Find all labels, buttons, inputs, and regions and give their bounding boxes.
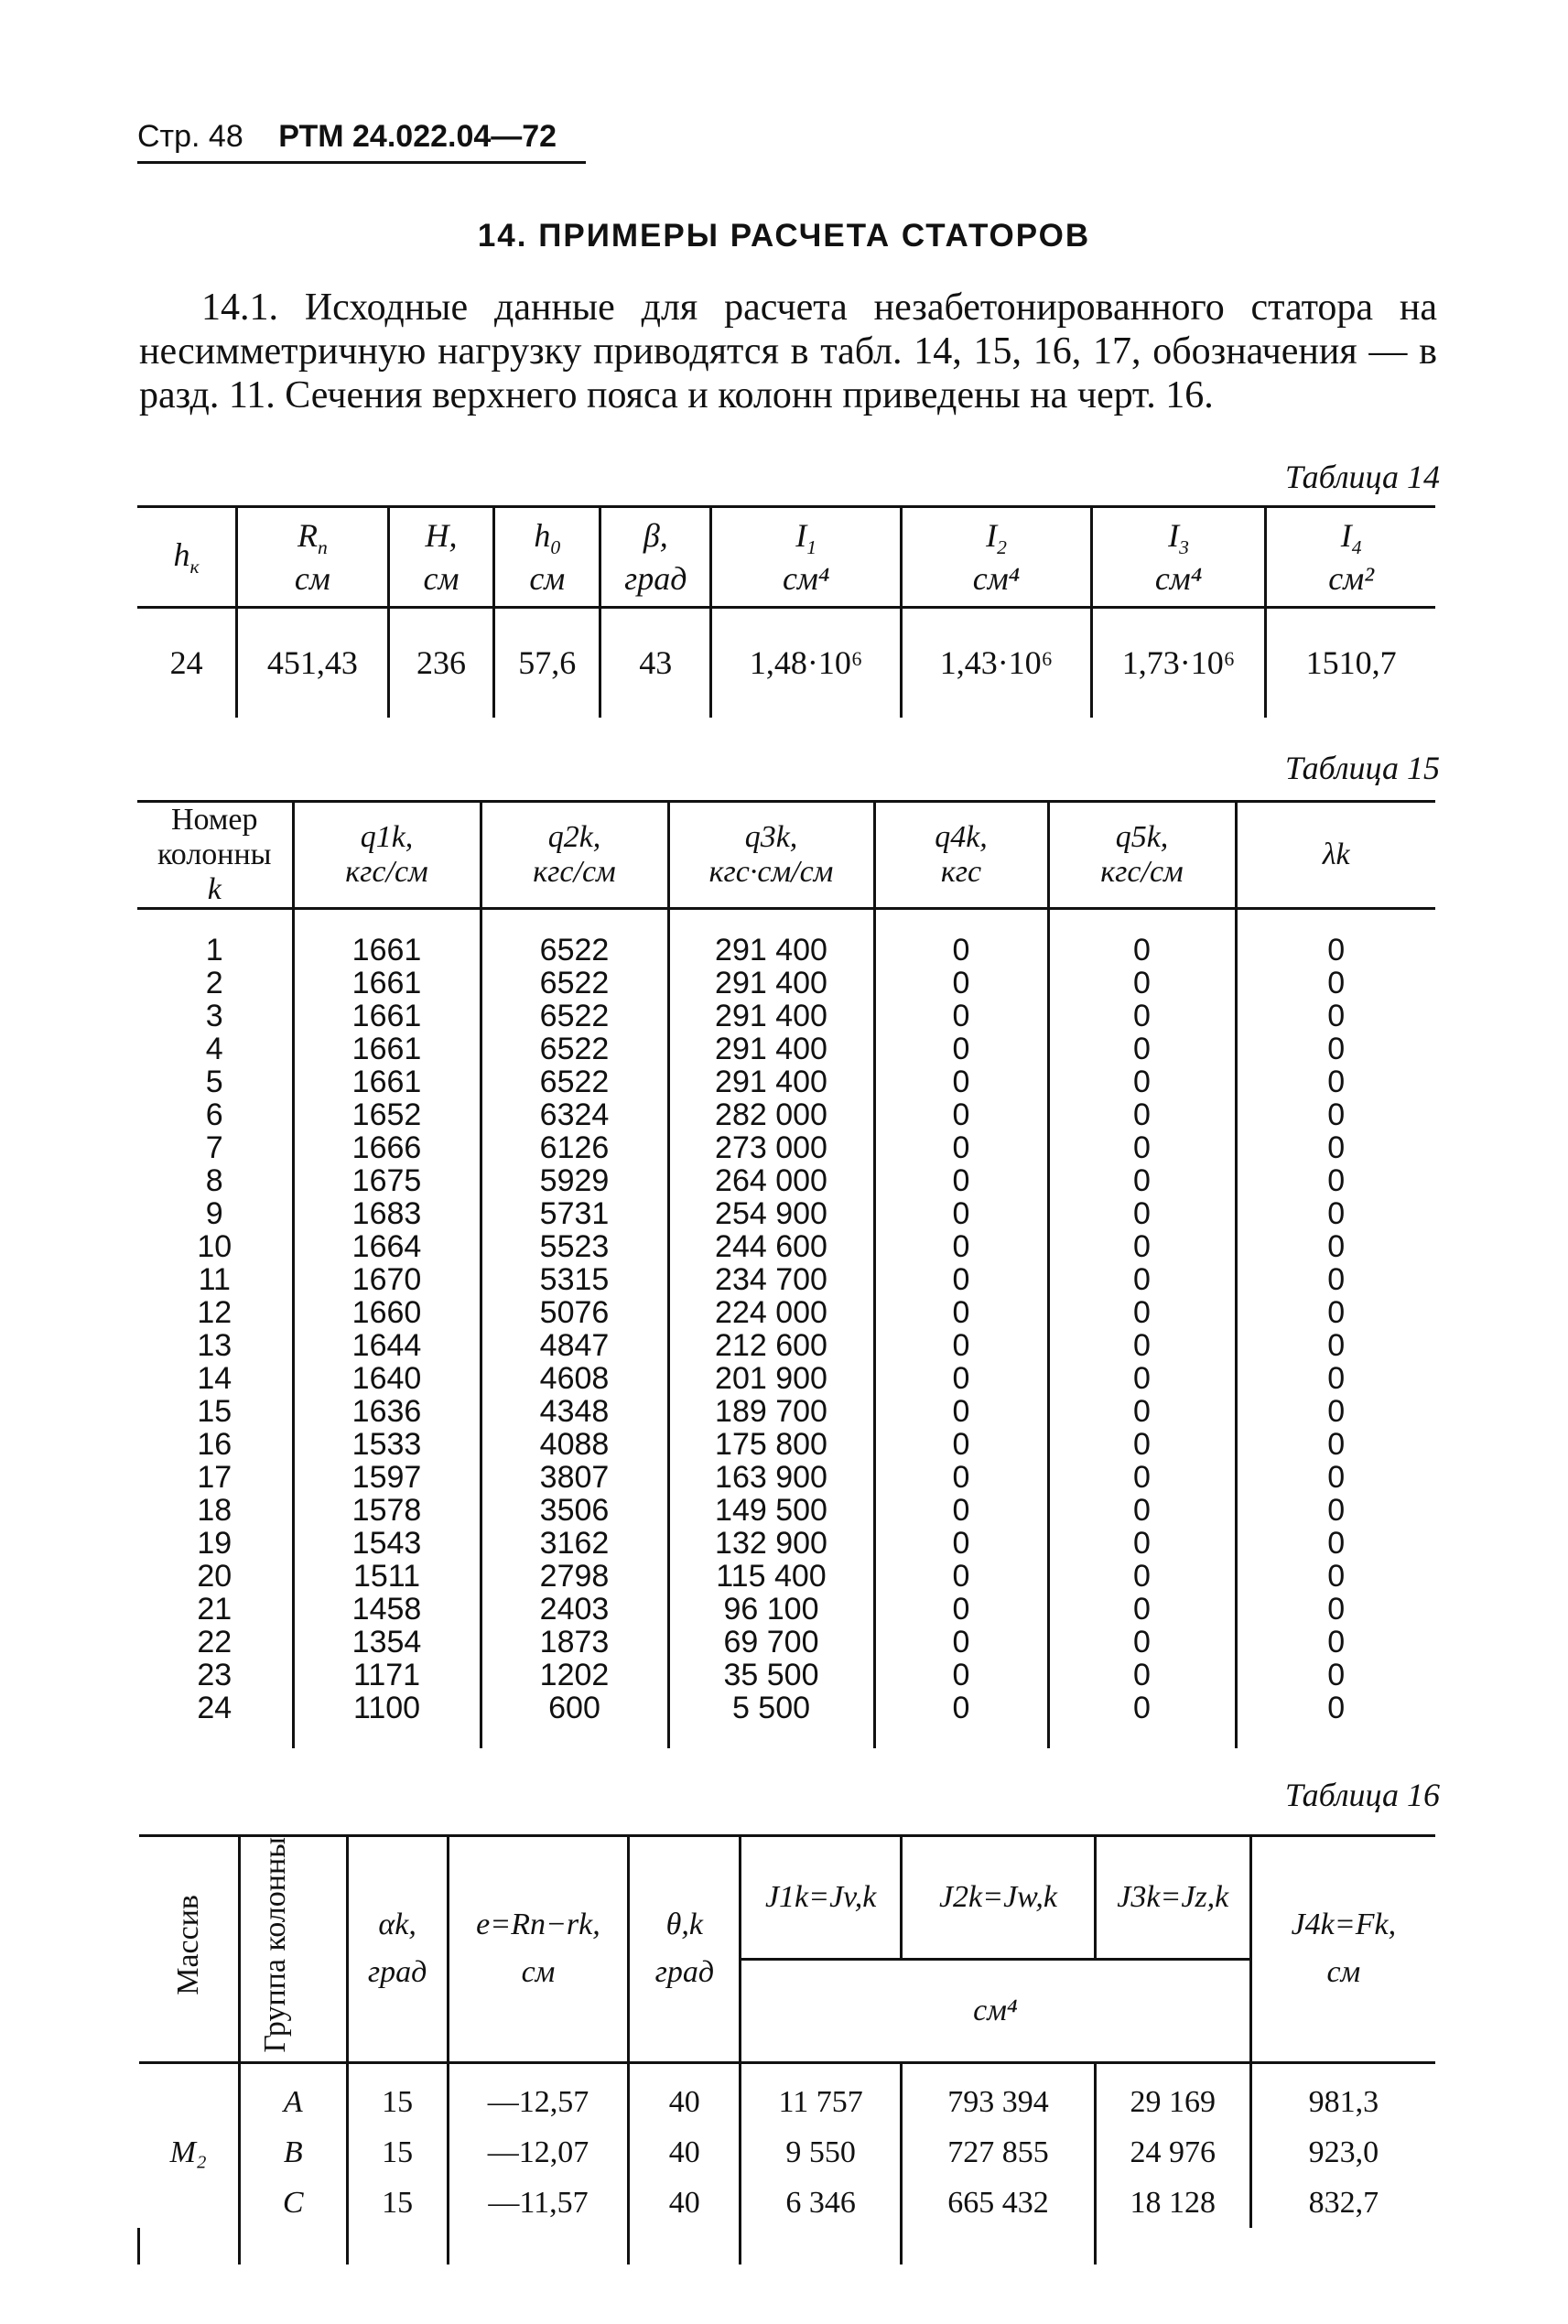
t15-lambda-cell: 0: [1236, 1098, 1435, 1131]
t15-q1-cell: 1661: [293, 934, 481, 967]
t15-q5-cell: 0: [1048, 1329, 1236, 1362]
t15-k-cell: 17: [197, 1460, 232, 1495]
t15-q2-cell: 3807: [481, 1461, 668, 1494]
t15-q5-cell: 0: [1048, 1263, 1236, 1296]
t15-q4-cell: 0: [874, 1461, 1048, 1494]
table16-caption: Таблица 16: [1284, 1777, 1440, 1813]
t15-q3-cell: 291 400: [668, 1032, 874, 1065]
t15-q2-cell: 3506: [481, 1494, 668, 1527]
t15-lambda-cell: 0: [1236, 1296, 1435, 1329]
t15-q5-cell: 0: [1048, 1494, 1236, 1527]
t15-lambda-cell: 0: [1236, 1560, 1435, 1593]
t15-k-cell: 5: [205, 1065, 223, 1099]
t15-q5-cell: 0: [1048, 1560, 1236, 1593]
t15-k-cell: 13: [197, 1328, 232, 1363]
t15-k-cell: 19: [197, 1526, 232, 1561]
table-row: [137, 1098, 1435, 1131]
t16-j1-cell: 9 550: [741, 2127, 902, 2178]
t15-q1-cell: 1670: [293, 1263, 481, 1296]
t15-lambda-cell: 0: [1236, 1263, 1435, 1296]
table-row: [137, 1032, 1435, 1065]
t16-group-cell: C: [239, 2178, 347, 2228]
t16-j3-cell: 24 976: [1095, 2127, 1250, 2178]
t15-k-cell: 4: [205, 1032, 223, 1066]
t15-q2-cell: 3162: [481, 1527, 668, 1560]
t14-header-3: $h_0$ см: [494, 507, 600, 608]
t15-lambda-cell: 0: [1236, 1428, 1435, 1461]
t15-q1-cell: 1543: [293, 1527, 481, 1560]
t15-q1-cell: 1533: [293, 1428, 481, 1461]
table-row: [137, 1527, 1435, 1560]
t15-k-cell: 10: [197, 1229, 232, 1264]
t15-q2-cell: 6522: [481, 1000, 668, 1032]
t15-k-cell: 21: [197, 1592, 232, 1627]
t15-q4-cell: 0: [874, 1164, 1048, 1197]
table14-caption: Таблица 14: [1284, 459, 1440, 495]
t15-q5-cell: 0: [1048, 1065, 1236, 1098]
t15-q1-cell: 1661: [293, 1032, 481, 1065]
t15-k-cell: 11: [198, 1262, 231, 1297]
t15-q3-cell: 69 700: [668, 1626, 874, 1659]
t15-q2-cell: 2798: [481, 1560, 668, 1593]
t15-q4-cell: 0: [874, 934, 1048, 967]
table-row: [137, 1131, 1435, 1164]
t15-q4-cell: 0: [874, 967, 1048, 1000]
t16-alpha-cell: 15: [347, 2178, 448, 2228]
t15-lambda-cell: 0: [1236, 1164, 1435, 1197]
table-row: [137, 1197, 1435, 1230]
t15-lambda-cell: 0: [1236, 1362, 1435, 1395]
t15-q2-cell: 5523: [481, 1230, 668, 1263]
t16-theta-cell: 40: [629, 2127, 741, 2178]
t15-k-cell: 15: [197, 1394, 232, 1429]
t15-lambda-cell: 0: [1236, 967, 1435, 1000]
t16-theta-cell: 40: [629, 2077, 741, 2127]
header-rule: [137, 161, 586, 164]
t15-q5-cell: 0: [1048, 1000, 1236, 1032]
col-j1: J1k=Jv,k: [741, 1836, 902, 1960]
t15-q5-cell: 0: [1048, 934, 1236, 967]
t15-q3-cell: 132 900: [668, 1527, 874, 1560]
t14-cell-3: 57,6: [494, 608, 600, 718]
table-row: [137, 1000, 1435, 1032]
massiv-cell: M₂: [169, 2135, 207, 2169]
t15-q1-cell: 1354: [293, 1626, 481, 1659]
t15-q4-cell: 0: [874, 1329, 1048, 1362]
t15-q4-cell: 0: [874, 1659, 1048, 1692]
col-e: e=Rп−rk, см: [448, 1836, 629, 2063]
table-row: [137, 1296, 1435, 1329]
t15-header-5: q5k, кгс/см: [1048, 802, 1236, 909]
t15-q3-cell: 291 400: [668, 967, 874, 1000]
t15-lambda-cell: 0: [1236, 1329, 1435, 1362]
t15-q5-cell: 0: [1048, 1362, 1236, 1395]
t15-q1-cell: 1100: [293, 1692, 481, 1724]
t14-header-0: $h_к$: [173, 535, 200, 578]
table-row: [137, 1428, 1435, 1461]
paragraph-text: 14.1. Исходные данные для расчета незабетонированного статора на несимметричную нагрузку приводятся в табл. 14, 15, 16, 17, обозначения — в разд. 11. Сечения верхнего пояса и колонн приведены на черт. 16.: [139, 286, 1437, 416]
t15-lambda-cell: 0: [1236, 934, 1435, 967]
t15-q1-cell: 1640: [293, 1362, 481, 1395]
t15-q4-cell: 0: [874, 1197, 1048, 1230]
t15-header-3: q3k, кгс·см/см: [668, 802, 874, 909]
t15-q5-cell: 0: [1048, 1626, 1236, 1659]
t15-q1-cell: 1597: [293, 1461, 481, 1494]
t15-lambda-cell: 0: [1236, 1197, 1435, 1230]
t15-lambda-cell: 0: [1236, 1000, 1435, 1032]
table-row: [139, 2077, 1436, 2127]
t15-q5-cell: 0: [1048, 1131, 1236, 1164]
t15-q4-cell: 0: [874, 1296, 1048, 1329]
t16-j1-cell: 11 757: [741, 2077, 902, 2127]
t15-q5-cell: 0: [1048, 1098, 1236, 1131]
t15-k-cell: 24: [197, 1691, 232, 1725]
table-row: [137, 1065, 1435, 1098]
table-row: [137, 1659, 1435, 1692]
t15-k-cell: 14: [197, 1361, 232, 1396]
page-header: [137, 119, 557, 155]
t16-j3-cell: 18 128: [1095, 2178, 1250, 2228]
t15-q3-cell: 224 000: [668, 1296, 874, 1329]
t15-q3-cell: 291 400: [668, 934, 874, 967]
page-number: Стр. 48: [137, 119, 243, 154]
section-title: 14. ПРИМЕРЫ РАСЧЕТА СТАТОРОВ: [477, 218, 1091, 254]
table-row: [137, 1461, 1435, 1494]
t15-k-cell: 22: [197, 1625, 232, 1659]
t15-q2-cell: 4847: [481, 1329, 668, 1362]
t14-header-8: $I_4$ см²: [1266, 507, 1435, 608]
t15-q4-cell: 0: [874, 1395, 1048, 1428]
table-row: [137, 1230, 1435, 1263]
t16-e-cell: —11,57: [448, 2178, 629, 2228]
table-row: [139, 2178, 1436, 2228]
t15-q4-cell: 0: [874, 1428, 1048, 1461]
t15-q2-cell: 5929: [481, 1164, 668, 1197]
t15-q4-cell: 0: [874, 1593, 1048, 1626]
t15-q2-cell: 6522: [481, 934, 668, 967]
t15-q5-cell: 0: [1048, 1659, 1236, 1692]
t15-k-cell: 6: [205, 1097, 223, 1132]
t15-q3-cell: 273 000: [668, 1131, 874, 1164]
t15-q2-cell: 6522: [481, 1032, 668, 1065]
t15-q5-cell: 0: [1048, 1527, 1236, 1560]
t15-q3-cell: 234 700: [668, 1263, 874, 1296]
table-row: [137, 1263, 1435, 1296]
j-unit: см⁴: [741, 1960, 1250, 2063]
t15-q1-cell: 1644: [293, 1329, 481, 1362]
t15-q3-cell: 291 400: [668, 1000, 874, 1032]
t15-q3-cell: 149 500: [668, 1494, 874, 1527]
table-14: [137, 505, 1435, 718]
t15-q5-cell: 0: [1048, 1296, 1236, 1329]
table-16: [137, 1834, 1435, 2265]
document-code: РТМ 24.022.04—72: [278, 119, 557, 154]
t15-k-cell: 16: [197, 1427, 232, 1462]
t15-q5-cell: 0: [1048, 1164, 1236, 1197]
t15-q1-cell: 1652: [293, 1098, 481, 1131]
t15-lambda-cell: 0: [1236, 1230, 1435, 1263]
t14-header-2: H, см: [388, 507, 494, 608]
t16-j4-cell: 923,0: [1250, 2127, 1435, 2178]
t15-q4-cell: 0: [874, 1626, 1048, 1659]
t15-q2-cell: 4348: [481, 1395, 668, 1428]
t15-q2-cell: 6522: [481, 1065, 668, 1098]
t14-header-5: $I_1$ см⁴: [711, 507, 902, 608]
col-theta: θ,k град: [629, 1836, 741, 2063]
t15-q2-cell: 6522: [481, 967, 668, 1000]
t15-lambda-cell: 0: [1236, 1626, 1435, 1659]
t15-q4-cell: 0: [874, 1692, 1048, 1724]
t15-lambda-cell: 0: [1236, 1065, 1435, 1098]
t15-k-cell: 2: [205, 966, 223, 1000]
t15-q3-cell: 175 800: [668, 1428, 874, 1461]
table-row: [137, 1626, 1435, 1659]
t15-q1-cell: 1661: [293, 967, 481, 1000]
t15-k-cell: 3: [205, 999, 223, 1033]
t15-q3-cell: 201 900: [668, 1362, 874, 1395]
col-j4: J4k=Fk, см: [1250, 1836, 1435, 2063]
t15-q1-cell: 1666: [293, 1131, 481, 1164]
t15-k-cell: 8: [205, 1163, 223, 1198]
t15-q4-cell: 0: [874, 1230, 1048, 1263]
t15-q2-cell: 5731: [481, 1197, 668, 1230]
t15-q3-cell: 291 400: [668, 1065, 874, 1098]
t15-k-cell: 23: [197, 1658, 232, 1692]
t15-q5-cell: 0: [1048, 1428, 1236, 1461]
table-row: [137, 934, 1435, 967]
t15-k-cell: 18: [197, 1493, 232, 1528]
t15-k-cell: 1: [205, 933, 223, 967]
t16-e-cell: —12,07: [448, 2127, 629, 2178]
t16-j2-cell: 665 432: [902, 2178, 1096, 2228]
t15-q2-cell: 1873: [481, 1626, 668, 1659]
t15-lambda-cell: 0: [1236, 1593, 1435, 1626]
t15-q2-cell: 5076: [481, 1296, 668, 1329]
t14-cell-1: 451,43: [237, 608, 388, 718]
intro-paragraph: [139, 286, 1437, 417]
t15-q3-cell: 264 000: [668, 1164, 874, 1197]
t16-j2-cell: 793 394: [902, 2077, 1096, 2127]
t15-q5-cell: 0: [1048, 1593, 1236, 1626]
t15-header-2: q2k, кгс/см: [481, 802, 668, 909]
t15-q1-cell: 1661: [293, 1000, 481, 1032]
t15-q5-cell: 0: [1048, 1692, 1236, 1724]
t15-q1-cell: 1683: [293, 1197, 481, 1230]
t15-q2-cell: 6324: [481, 1098, 668, 1131]
t15-q2-cell: 4088: [481, 1428, 668, 1461]
t15-lambda-cell: 0: [1236, 1494, 1435, 1527]
t15-q3-cell: 35 500: [668, 1659, 874, 1692]
t15-q4-cell: 0: [874, 1098, 1048, 1131]
t15-q4-cell: 0: [874, 1032, 1048, 1065]
t15-q4-cell: 0: [874, 1000, 1048, 1032]
t15-q3-cell: 163 900: [668, 1461, 874, 1494]
t14-cell-5: 1,48·10⁶: [711, 608, 902, 718]
t15-lambda-cell: 0: [1236, 1395, 1435, 1428]
col-j3: J3k=Jz,k: [1095, 1836, 1250, 1960]
t15-q1-cell: 1458: [293, 1593, 481, 1626]
t15-lambda-cell: 0: [1236, 1461, 1435, 1494]
table-15: [137, 800, 1435, 1748]
t15-q1-cell: 1664: [293, 1230, 481, 1263]
t15-q4-cell: 0: [874, 1494, 1048, 1527]
t15-header-6: λk: [1236, 802, 1435, 909]
table-row: [137, 1692, 1435, 1724]
t15-q2-cell: 600: [481, 1692, 668, 1724]
t16-j4-cell: 832,7: [1250, 2178, 1435, 2228]
t15-q5-cell: 0: [1048, 1395, 1236, 1428]
t15-q5-cell: 0: [1048, 967, 1236, 1000]
t15-q5-cell: 0: [1048, 1032, 1236, 1065]
table-row: [137, 1593, 1435, 1626]
t15-q3-cell: 244 600: [668, 1230, 874, 1263]
t15-q2-cell: 1202: [481, 1659, 668, 1692]
t16-j1-cell: 6 346: [741, 2178, 902, 2228]
t15-lambda-cell: 0: [1236, 1659, 1435, 1692]
t15-q3-cell: 212 600: [668, 1329, 874, 1362]
t15-q4-cell: 0: [874, 1263, 1048, 1296]
table-row: [137, 1560, 1435, 1593]
t15-lambda-cell: 0: [1236, 1527, 1435, 1560]
t14-header-4: β, град: [600, 507, 711, 608]
t14-cell-6: 1,43·10⁶: [902, 608, 1092, 718]
col-alpha: αk, град: [347, 1836, 448, 2063]
t15-k-cell: 20: [197, 1559, 232, 1594]
t15-q4-cell: 0: [874, 1131, 1048, 1164]
t14-cell-4: 43: [600, 608, 711, 718]
t15-header-1: q1k, кгс/см: [293, 802, 481, 909]
t15-lambda-cell: 0: [1236, 1131, 1435, 1164]
t15-q1-cell: 1171: [293, 1659, 481, 1692]
t15-q5-cell: 0: [1048, 1461, 1236, 1494]
col-j2: J2k=Jw,k: [902, 1836, 1096, 1960]
t15-q4-cell: 0: [874, 1362, 1048, 1395]
t15-q1-cell: 1675: [293, 1164, 481, 1197]
t16-e-cell: —12,57: [448, 2077, 629, 2127]
t15-k-cell: 7: [205, 1130, 223, 1165]
t14-header-6: $I_2$ см⁴: [902, 507, 1092, 608]
t16-j3-cell: 29 169: [1095, 2077, 1250, 2127]
table-row: [137, 1362, 1435, 1395]
t14-header-7: $I_3$ см⁴: [1091, 507, 1265, 608]
table-row: [137, 1494, 1435, 1527]
t15-q2-cell: 5315: [481, 1263, 668, 1296]
t15-q3-cell: 254 900: [668, 1197, 874, 1230]
t15-lambda-cell: 0: [1236, 1692, 1435, 1724]
t15-k-cell: 9: [205, 1196, 223, 1231]
table-row: [137, 967, 1435, 1000]
t16-theta-cell: 40: [629, 2178, 741, 2228]
t14-cell-7: 1,73·10⁶: [1091, 608, 1265, 718]
t16-group-cell: A: [239, 2077, 347, 2127]
t15-header-0: Номер колонны k: [157, 803, 272, 906]
t16-alpha-cell: 15: [347, 2127, 448, 2178]
t15-q4-cell: 0: [874, 1065, 1048, 1098]
t15-q3-cell: 5 500: [668, 1692, 874, 1724]
t15-q5-cell: 0: [1048, 1197, 1236, 1230]
t14-header-1: $R_п$ см: [237, 507, 388, 608]
t16-j4-cell: 981,3: [1250, 2077, 1435, 2127]
table15-caption: Таблица 15: [1284, 750, 1440, 786]
t16-j2-cell: 727 855: [902, 2127, 1096, 2178]
t15-lambda-cell: 0: [1236, 1032, 1435, 1065]
t15-q1-cell: 1578: [293, 1494, 481, 1527]
t15-header-4: q4k, кгс: [874, 802, 1048, 909]
t15-q1-cell: 1660: [293, 1296, 481, 1329]
t14-cell-0: 24: [169, 644, 203, 682]
t15-q4-cell: 0: [874, 1560, 1048, 1593]
table-row: [137, 1329, 1435, 1362]
t15-q1-cell: 1661: [293, 1065, 481, 1098]
t15-q2-cell: 2403: [481, 1593, 668, 1626]
t16-group-cell: B: [239, 2127, 347, 2178]
t15-q2-cell: 4608: [481, 1362, 668, 1395]
t15-q3-cell: 189 700: [668, 1395, 874, 1428]
col-massiv: Массив: [170, 1894, 205, 1995]
t15-q2-cell: 6126: [481, 1131, 668, 1164]
col-group: Группа колонны: [239, 1836, 347, 2063]
t15-q3-cell: 115 400: [668, 1560, 874, 1593]
t15-q1-cell: 1511: [293, 1560, 481, 1593]
t15-k-cell: 12: [197, 1295, 232, 1330]
table-row: [137, 1395, 1435, 1428]
t15-q5-cell: 0: [1048, 1230, 1236, 1263]
t14-cell-2: 236: [388, 608, 494, 718]
t15-q3-cell: 282 000: [668, 1098, 874, 1131]
t15-q1-cell: 1636: [293, 1395, 481, 1428]
t16-alpha-cell: 15: [347, 2077, 448, 2127]
table-row: [139, 2127, 1436, 2178]
t15-q3-cell: 96 100: [668, 1593, 874, 1626]
t15-q4-cell: 0: [874, 1527, 1048, 1560]
table-row: [137, 1164, 1435, 1197]
t14-cell-8: 1510,7: [1266, 608, 1435, 718]
